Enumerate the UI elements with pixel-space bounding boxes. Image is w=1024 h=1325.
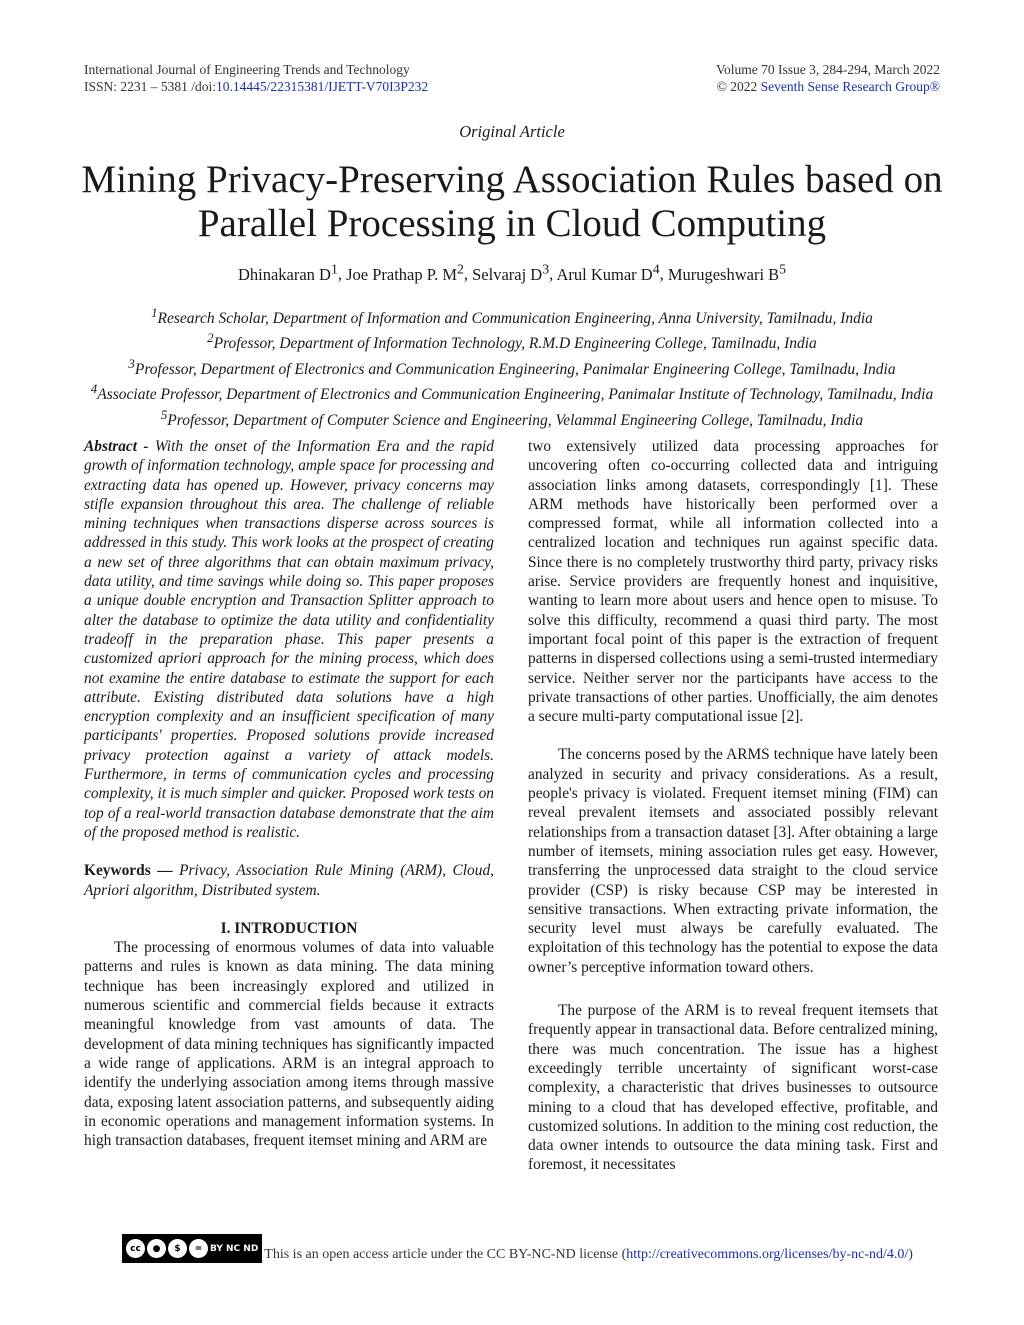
license-footer xyxy=(122,1234,913,1263)
abstract-label: Abstract - xyxy=(84,438,155,455)
attribution-icon: ● xyxy=(147,1239,166,1258)
license-text: This is an open access article under the CC BY-NC-ND license (http://creativecommons.org/licenses/by-nc-nd/4.0/) xyxy=(264,1247,913,1262)
badge-label: BY NC ND xyxy=(210,1243,259,1254)
article-type: Original Article xyxy=(459,122,565,141)
affiliation: $^2$Professor, Department of Information Technology, R.M.D Engineering College, Tamilnadu, India xyxy=(207,330,817,353)
copyright-text: © 2022 xyxy=(716,79,761,94)
issn-line xyxy=(84,78,428,95)
volume-header xyxy=(716,61,940,95)
author: Selvaraj $D^3$ xyxy=(472,261,550,284)
paper-title: Mining Privacy-Preserving Association Rules based on Parallel Processing in Cloud Computing xyxy=(81,158,943,245)
journal-header xyxy=(84,61,428,95)
affiliation: $^4$Associate Professor, Department of Electronics and Communication Engineering, Panimalar Institute of Technology, Tamilnadu, India xyxy=(90,381,934,404)
author: Joe Prathap P. $M^2$ xyxy=(346,261,464,284)
affiliation: $^5$Professor, Department of Computer Science and Engineering, Velammal Engineering College, Tamilnadu, India xyxy=(160,406,864,429)
body-paragraph: The purpose of the ARM is to reveal frequent itemsets that frequently appear in transactional data. Before centralized mining, there was much concentration. The issue has a highest exceedingly terrible uncertainty of significant worst-case complexity, a characteristic that drives businesses to outsource mining to a cloud that has developed effective, profitable, and customized solutions. In addition to the mining cost reduction, the data owner intends to outsource the data mining task. First and foremost, it necessitates xyxy=(528,1002,938,1174)
body-paragraph: The processing of enormous volumes of data into valuable patterns and rules is known as data mining. The data mining technique has been increasingly explored and utilized in numerous scientific and commercial fields because it extracts meaningful knowledge from vast amounts of data. The development of data mining techniques has significantly impacted a wide range of applications. ARM is an integral approach to identify the underlying association among items through massive data, exposing latent association patterns, and subsequently aiding in economic operations and management information systems. In high transaction databases, frequent itemset mining and ARM are xyxy=(84,939,494,1150)
body-paragraph: two extensively utilized data processing approaches for uncovering often co-occurring collected data and intriguing association links among datasets, correspondingly [1]. These ARM methods have historically been performed over a compressed format, while all information collected into a centralized location and techniques run against specific data. Since there is no completely trustworthy third party, privacy risks arise. Service providers are frequently honest and inquisitive, wanting to learn more about users and hence open to misuse. To solve this difficulty, recommend a quasi third party. The most important focal point of this paper is the extraction of frequent patterns in dispersed collections using a semi-trusted intermediary service. Neither server nor the participants have access to the private transactions of other parties. Unofficially, the aim denotes a secure multi-party computational issue [2]. xyxy=(528,438,938,726)
author: Arul Kumar $D^4$ xyxy=(556,261,660,284)
affiliation: $^1$Research Scholar, Department of Information and Communication Engineering, Anna University, Tamilnadu, India xyxy=(151,305,873,328)
author-list: Dhinakaran $D^1$, Joe Prathap P. $M^2$, Selvaraj $D^3$, Arul Kumar $D^4$, Murugeshwari $B^5$ xyxy=(237,261,787,284)
left-column xyxy=(84,437,494,1150)
noncommercial-icon: $ xyxy=(168,1239,187,1258)
affiliations xyxy=(70,303,954,430)
doi-link[interactable]: 10.14445/22315381/IJETT-V70I3P232 xyxy=(216,79,429,94)
license-link[interactable]: http://creativecommons.org/licenses/by-nc-nd/4.0/ xyxy=(626,1247,909,1262)
abstract xyxy=(84,437,494,842)
affiliation: $^3$Professor, Department of Electronics and Communication Engineering, Panimalar Engineering College, Tamilnadu, India xyxy=(128,355,896,379)
volume-info: Volume 70 Issue 3, 284-294, March 2022 xyxy=(716,62,940,77)
journal-name: International Journal of Engineering Trends and Technology xyxy=(84,62,410,77)
publisher-link[interactable]: Seventh Sense Research Group® xyxy=(760,79,940,94)
author: Dhinakaran $D^1$ xyxy=(237,261,338,284)
keywords-label: Keywords — xyxy=(84,862,180,880)
section-heading: I. INTRODUCTION xyxy=(220,919,358,937)
abstract-text: With the onset of the Information Era and the rapid growth of information technology, ample space for processing and extracting data has opened up. However, privacy concerns may stifle expansion throughout this area. The challenge of reliable mining techniques when transactions disperse across sources is addressed in this study. This work looks at the prospect of creating a new set of three algorithms that can obtain maximum privacy, data utility, and time savings while doing so. This paper proposes a unique double encryption and Transaction Splitter approach to alter the database to optimize the data utility and confidentiality tradeoff in the preparation phase. This paper presents a customized apriori approach for the mining process, which does not examine the entire database to estimate the support for each attribute. Existing distributed data solutions have a high encryption complexity and an insufficient specification of many participants' properties. Proposed solutions provide increased privacy protection against a variety of attack models. Furthermore, in terms of communication cycles and processing complexity, it is much simpler and quicker. Proposed work tests on top of a real-world transaction database demonstrate that the aim of the proposed method is realistic. xyxy=(84,438,494,841)
cc-license-badge[interactable] xyxy=(122,1234,262,1263)
noderivatives-icon: = xyxy=(189,1239,208,1258)
keywords xyxy=(84,861,494,900)
cc-icon: cc xyxy=(126,1239,145,1258)
keywords-text: Privacy, Association Rule Mining (ARM), Cloud, Apriori algorithm, Distributed system. xyxy=(84,862,494,899)
author: Murugeshwari $B^5$ xyxy=(667,261,787,284)
body-paragraph: The concerns posed by the ARMS technique have lately been analyzed in security and privacy considerations. As a result, people's privacy is violated. Frequent itemset mining (FIM) can reveal prevalent itemsets and associated possibly relevant relationships from a transaction dataset [3]. After obtaining a large number of itemsets, mining association rules get easy. However, transferring the unprocessed data straight to the cloud service provider (CSP) is risky because CSP may be interested in sensitive transactions. When extracting private information, the security level must always be carefully evaluated. The exploitation of this technology has the potential to expose the data owner’s perceptive information toward others. xyxy=(528,746,938,976)
issn-text: ISSN: 2231 – 5381 /doi: xyxy=(84,79,217,94)
copyright-line xyxy=(716,78,940,95)
right-column xyxy=(528,437,938,1175)
